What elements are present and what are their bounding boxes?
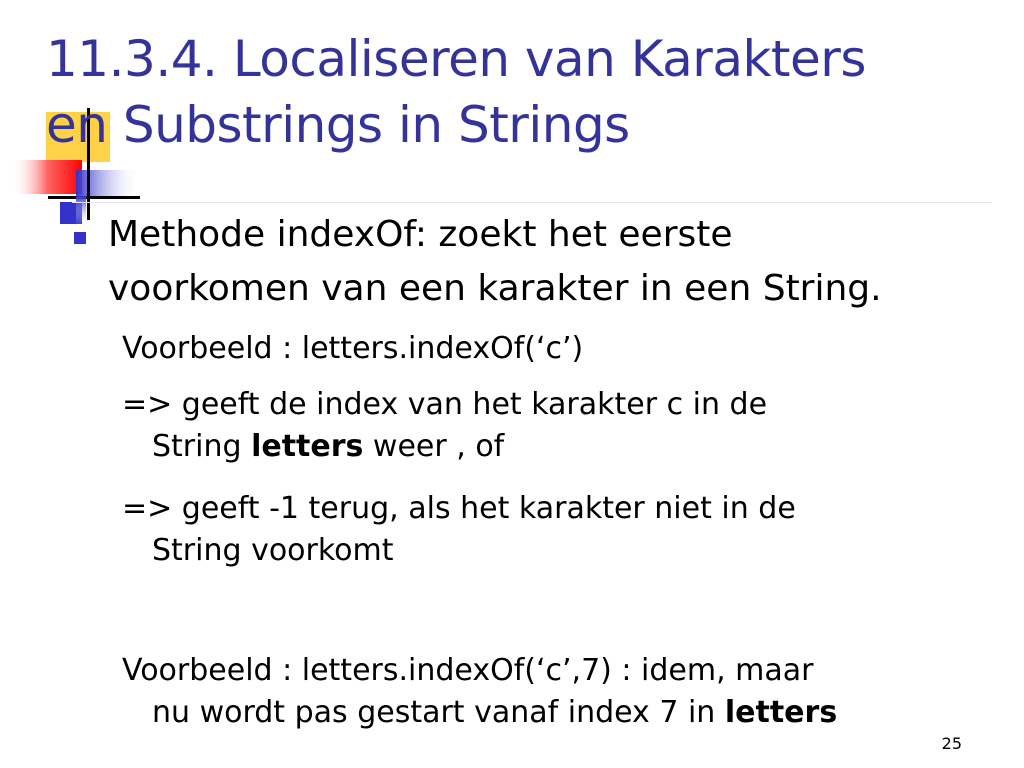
- title-line-1: 11.3.4. Localiseren van Karakters: [46, 30, 866, 88]
- code-identifier-letters-2: letters: [724, 695, 838, 730]
- main-bullet-line-2: voorkomen van een karakter in een String.: [108, 268, 882, 309]
- sub-item-1-line-2-pre: String: [152, 429, 252, 464]
- title-line-2: en Substrings in Strings: [46, 96, 630, 154]
- sub-item-1-line-2-post: weer , of: [363, 429, 505, 464]
- sub-item-1-line-1: => geeft de index van het karakter c in de: [122, 387, 768, 422]
- example-2: [122, 650, 837, 734]
- sub-item-1-line-2: [122, 426, 767, 468]
- sub-item-2: [122, 488, 796, 572]
- bullet-marker-icon: [74, 232, 86, 244]
- sub-item-2-line-2: String voorkomt: [152, 533, 394, 568]
- sub-item-2-line-1: => geeft -1 terug, als het karakter niet in de: [122, 491, 796, 526]
- example-1: [122, 328, 583, 370]
- code-identifier-letters: letters: [251, 429, 364, 464]
- page-title: [46, 26, 1006, 158]
- example-2-line-2: [122, 692, 837, 734]
- title-divider: [72, 202, 992, 203]
- main-bullet-text: [108, 208, 1008, 316]
- page-number: 25: [941, 734, 962, 753]
- example-2-line-1: Voorbeeld : letters.indexOf(‘c’,7) : idem, maar: [122, 653, 814, 688]
- main-bullet-line-1: Methode indexOf: zoekt het eerste: [108, 214, 733, 255]
- example-1-text: Voorbeeld : letters.indexOf(‘c’): [122, 331, 584, 366]
- example-2-line-2-pre: nu wordt pas gestart vanaf index 7 in: [152, 695, 725, 730]
- sub-item-1: [122, 384, 767, 468]
